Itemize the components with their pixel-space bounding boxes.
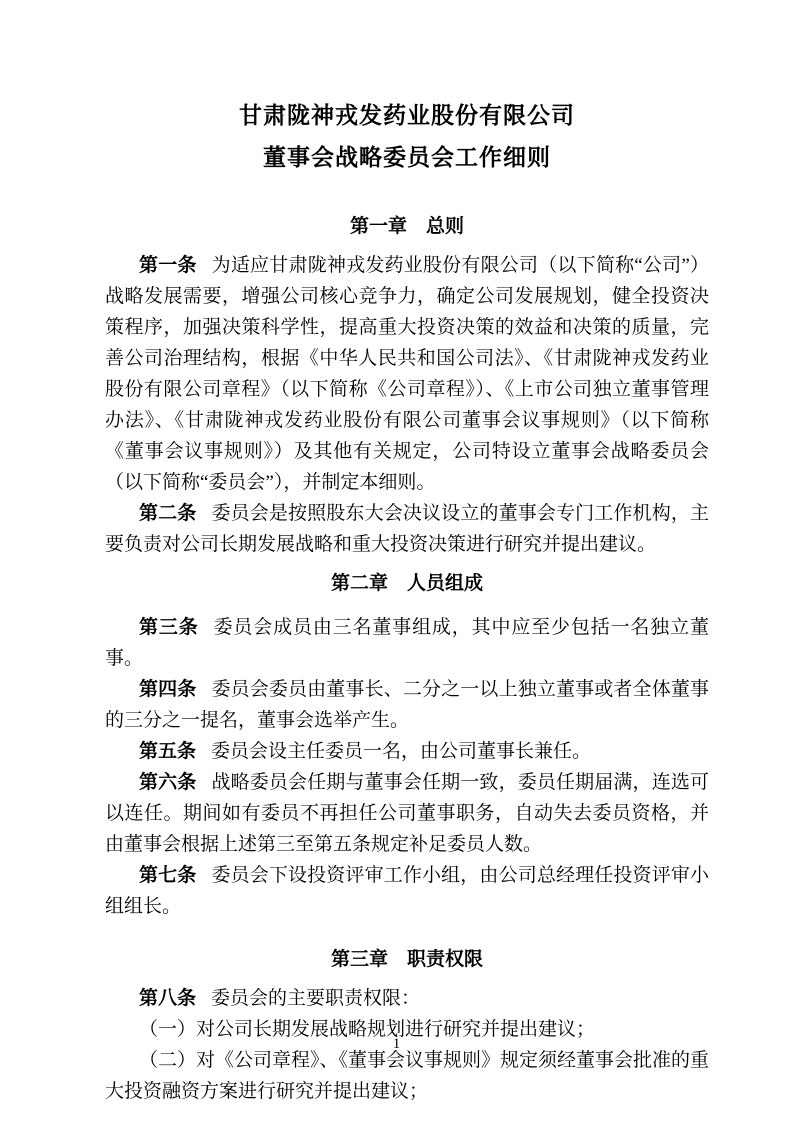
article-8-item-2 [105, 1045, 709, 1107]
article-5-label: 第五条 [139, 741, 197, 762]
article-2-text: 委员会是按照股东大会决议设立的董事会专门工作机构，主要负责对公司长期发展战略和重大投资决策进行研究并提出建议。 [105, 503, 709, 555]
article-1 [105, 250, 709, 498]
article-2 [105, 498, 709, 560]
article-6 [105, 767, 709, 860]
article-7 [105, 860, 709, 922]
chapter-1-heading: 第一章 总则 [349, 216, 464, 237]
article-6-text: 战略委员会任期与董事会任期一致，委员任期届满，连选可以连任。期间如有委员不再担任公司董事职务，自动失去委员资格，并由董事会根据上述第三至第五条规定补足委员人数。 [105, 772, 709, 855]
article-3 [105, 612, 709, 674]
article-5 [105, 736, 709, 767]
article-7-label: 第七条 [139, 865, 197, 886]
article-4-text: 委员会委员由董事长、二分之一以上独立董事或者全体董事的三分之一提名，董事会选举产生。 [105, 679, 709, 731]
article-8-item-1-text: （一）对公司长期发展战略规划进行研究并提出建议； [139, 1019, 596, 1040]
page-number: 1 [392, 1036, 401, 1052]
article-1-label: 第一条 [139, 255, 197, 276]
article-5-text: 委员会设主任委员一名，由公司董事长兼任。 [211, 741, 592, 762]
article-1-text: 为适应甘肃陇神戎发药业股份有限公司（以下简称“公司”）战略发展需要，增强公司核心竞争力，确定公司发展规划，健全投资决策程序，加强决策科学性，提高重大投资决策的效益和决策的质量，完善公司治理结构，根据《中华人民共和国公司法》、《甘肃陇神戎发药业股份有限公司章程》（以下简称《公司章程》）、《上市公司独立董事管理办法》、《甘肃陇神戎发药业股份有限公司董事会议事规则》（以下简称《董事会议事规则》）及其他有关规定，公司特设立董事会战略委员会（以下简称“委员会”），并制定本细则。 [105, 255, 709, 493]
article-4 [105, 674, 709, 736]
article-6-label: 第六条 [139, 772, 197, 793]
article-3-label: 第三条 [139, 617, 199, 638]
article-8-label: 第八条 [139, 988, 197, 1009]
article-8-item-2-text: （二）对《公司章程》、《董事会议事规则》规定须经董事会批准的重大投资融资方案进行研究并提出建议； [105, 1050, 710, 1102]
article-4-label: 第四条 [139, 679, 197, 700]
article-7-text: 委员会下设投资评审工作小组，由公司总经理任投资评审小组组长。 [105, 865, 709, 917]
chapter-3-heading: 第三章 职责权限 [330, 949, 483, 970]
article-3-text: 委员会成员由三名董事组成，其中应至少包括一名独立董事。 [105, 617, 709, 669]
chapter-2-heading: 第二章 人员组成 [330, 573, 483, 594]
doc-title-line-1: 甘肃陇神戎发药业股份有限公司 [239, 103, 575, 128]
article-8 [105, 983, 709, 1014]
article-2-label: 第二条 [139, 503, 197, 524]
article-8-text: 委员会的主要职责权限： [211, 988, 421, 1009]
doc-title-line-2: 董事会战略委员会工作细则 [263, 145, 551, 170]
